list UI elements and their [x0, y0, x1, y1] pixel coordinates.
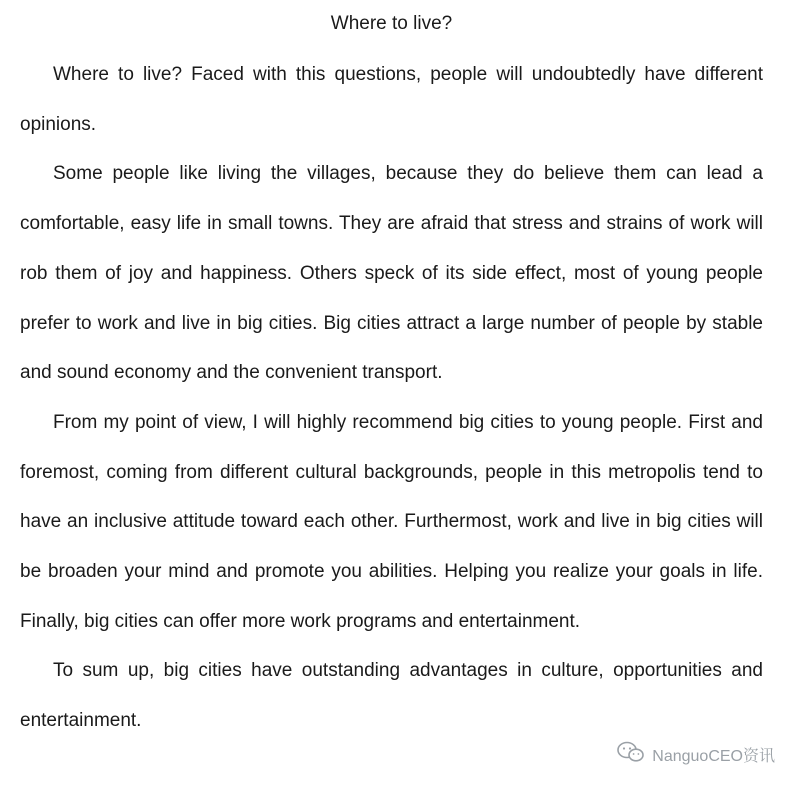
wechat-icon	[616, 740, 646, 769]
paragraph-4: To sum up, big cities have outstanding advantages in culture, opportunities and entertainment.	[20, 660, 763, 732]
paragraph-3: From my point of view, I will highly recommend big cities to young people. First and foremost, coming from different cultural backgrounds, people in this metropolis tend to have an inclusive attitude toward each other. Furthermost, work and live in big cities will be broaden your mind and promote you abilities. Helping you realize your goals in life. Finally, big cities can offer more work programs and entertainment.	[20, 411, 763, 632]
paragraph-2: Some people like living the villages, because they do believe them can lead a comfortable, easy life in small towns. They are afraid that stress and strains of work will rob them of joy and happiness. Others speck of its side effect, most of young people prefer to work and live in big cities. Big cities attract a large number of people by stable and sound economy and the convenient transport.	[20, 163, 763, 384]
paragraph-1: Where to live? Faced with this questions, people will undoubtedly have different opinions.	[20, 64, 763, 135]
watermark-text: NanguoCEO资讯	[652, 748, 775, 765]
document	[20, 8, 763, 746]
watermark	[616, 740, 775, 769]
document-title: Where to live?	[330, 13, 453, 34]
